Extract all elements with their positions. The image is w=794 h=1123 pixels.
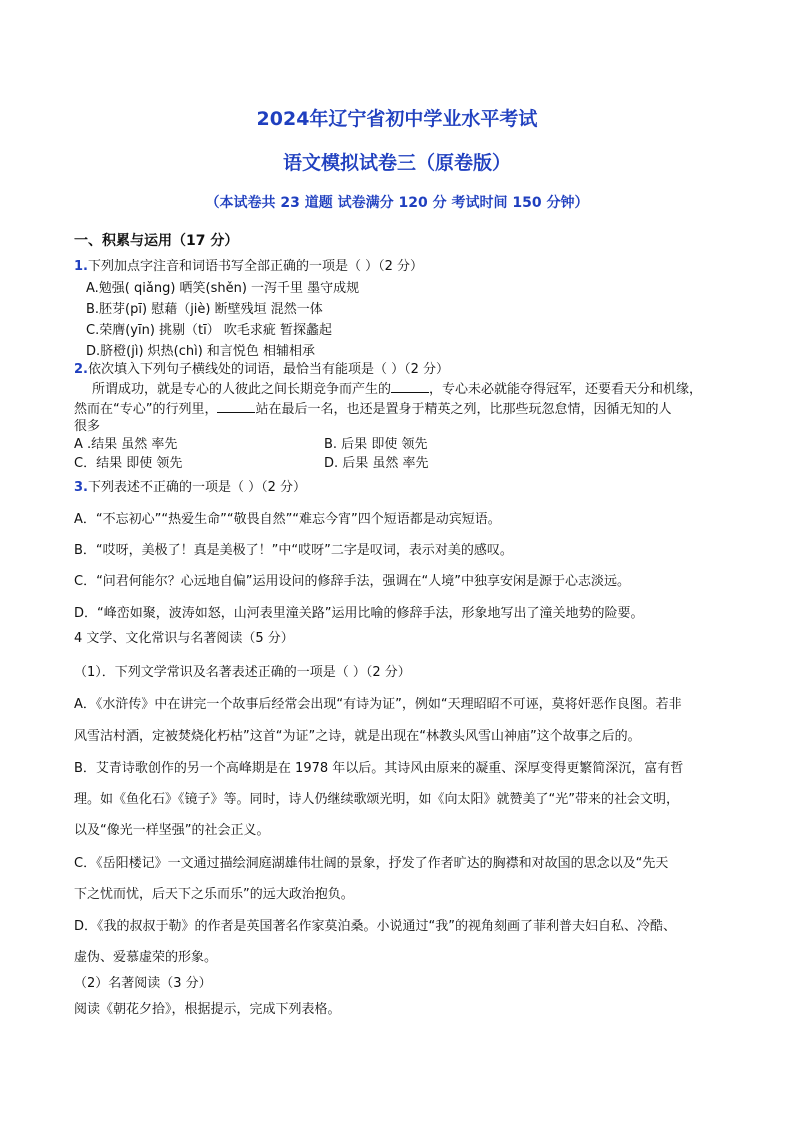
fill-blank-2 — [217, 400, 255, 413]
question-1-stem — [74, 258, 423, 276]
fill-blank-1 — [391, 380, 429, 393]
question-1-option-a: A.勉强( qiǎng) 哂笑(shěn) 一泻千里 墨守成规 — [86, 281, 360, 296]
question-2-passage-line1 — [92, 380, 702, 399]
question-4-option-a-line1: A．《水浒传》中在讲完一个故事后经常会出现“有诗为证”，例如“天理昭昭不可诬，莫将奸恶作良图。若非 — [74, 697, 682, 712]
question-3-text: 下列表述不正确的一项是（ ）（2 分） — [87, 480, 307, 495]
question-4-option-c-line1: C．《岳阳楼记》一文通过描绘洞庭湖雄伟壮阔的景象，抒发了作者旷达的胸襟和对故国的思念以及“先天 — [74, 856, 669, 871]
question-2-option-d: D. 后果 虽然 率先 — [324, 456, 429, 471]
question-2-option-a: A .结果 虽然 率先 — [74, 437, 178, 452]
question-4-option-c-line2: 下之忧而忧，后天下之乐而乐”的远大政治抱负。 — [74, 887, 354, 902]
question-2-option-b: B. 后果 即使 领先 — [324, 437, 428, 452]
section-heading: 一、积累与运用（17 分） — [74, 233, 239, 249]
question-1-text: 下列加点字注音和词语书写全部正确的一项是（ ）（2 分） — [87, 259, 424, 274]
question-3-stem — [74, 479, 306, 497]
question-3-number: 3. — [74, 480, 88, 495]
question-4-option-d-line2: 虚伪、爱慕虚荣的形象。 — [74, 950, 218, 965]
question-1-option-c: C.荣膺(yīn) 挑剔（tī） 吹毛求疵 暂探蠡起 — [86, 323, 333, 338]
exam-title: 2024年辽宁省初中学业水平考试 — [256, 108, 538, 130]
question-3-option-a: A．“不忘初心”“热爱生命”“敬畏自然”“难忘今宵”四个短语都是动宾短语。 — [74, 512, 501, 527]
question-4-option-a-line2: 风雪沽村酒，定被焚烧化朽枯”这首“为证”之诗，就是出现在“林教头风雪山神庙”这个故事之后的。 — [74, 729, 641, 744]
question-2-passage-line2 — [74, 400, 672, 419]
passage-text: ，专心未必就能夺得冠军，还要看天分和机缘， — [429, 382, 703, 397]
question-2-option-c: C．结果 即使 领先 — [74, 456, 183, 471]
question-1-number: 1. — [74, 259, 88, 274]
exam-subtitle: 语文模拟试卷三（原卷版） — [282, 152, 511, 174]
question-4-option-b-line1: B．艾青诗歌创作的另一个高峰期是在 1978 年以后。其诗风由原来的凝重、深厚变得更繁简深沉，富有哲 — [74, 761, 684, 776]
exam-info: （本试卷共 23 道题 试卷满分 120 分 考试时间 150 分钟） — [205, 195, 589, 211]
question-4-option-b-line2: 理。如《鱼化石》《镜子》等。同时，诗人仍继续歌颂光明，如《向太阳》就赞美了“光”带来的社会文明， — [74, 792, 679, 807]
question-1-option-b: B.胚芽(pī) 慰藉（jiè) 断壁残垣 混然一体 — [86, 302, 323, 317]
question-4-sub1: （1）．下列文学常识及名著表述正确的一项是（ ）（2 分） — [74, 665, 411, 680]
question-3-option-b: B．“哎呀，美极了！真是美极了！”中“哎呀”二字是叹词，表示对美的感叹。 — [74, 543, 513, 558]
question-3-option-d: D．“峰峦如聚，波涛如怒，山河表里潼关路”运用比喻的修辞手法，形象地写出了潼关地势的险要。 — [74, 606, 644, 621]
question-3-option-c: C．“问君何能尔？心远地自偏”运用设问的修辞手法，强调在“人境”中独享安闲是源于心志淡远。 — [74, 574, 631, 589]
question-2-passage-line3: 很多 — [74, 419, 101, 434]
passage-text: 所谓成功，就是专心的人彼此之间长期竞争而产生的 — [92, 382, 392, 397]
question-1-option-d: D.脐橙(jì) 炽热(chì) 和言悦色 相辅相承 — [86, 344, 316, 359]
question-2-text: 依次填入下列句子横线处的词语，最恰当有能项是（ ）（2 分） — [87, 362, 450, 377]
question-2-stem — [74, 361, 449, 379]
question-2-number: 2. — [74, 362, 88, 377]
question-4-sub2: （2）名著阅读（3 分） — [74, 976, 212, 991]
question-4-option-d-line1: D．《我的叔叔于勒》的作者是英国著名作家莫泊桑。小说通过“我”的视角刻画了菲利普夫妇自私、冷酷、 — [74, 919, 676, 934]
question-4-sub2-instruction: 阅读《朝花夕拾》，根据提示，完成下列表格。 — [74, 1002, 341, 1017]
passage-text: 站在最后一名，也还是置身于精英之列，比那些玩忽怠情，因循无知的人 — [255, 402, 672, 417]
question-4-option-b-line3: 以及“像光一样坚强”的社会正义。 — [74, 823, 270, 838]
question-4-heading: 4 文学、文化常识与名著阅读（5 分） — [74, 631, 294, 646]
passage-text: 然而在“专心”的行列里， — [74, 402, 218, 417]
